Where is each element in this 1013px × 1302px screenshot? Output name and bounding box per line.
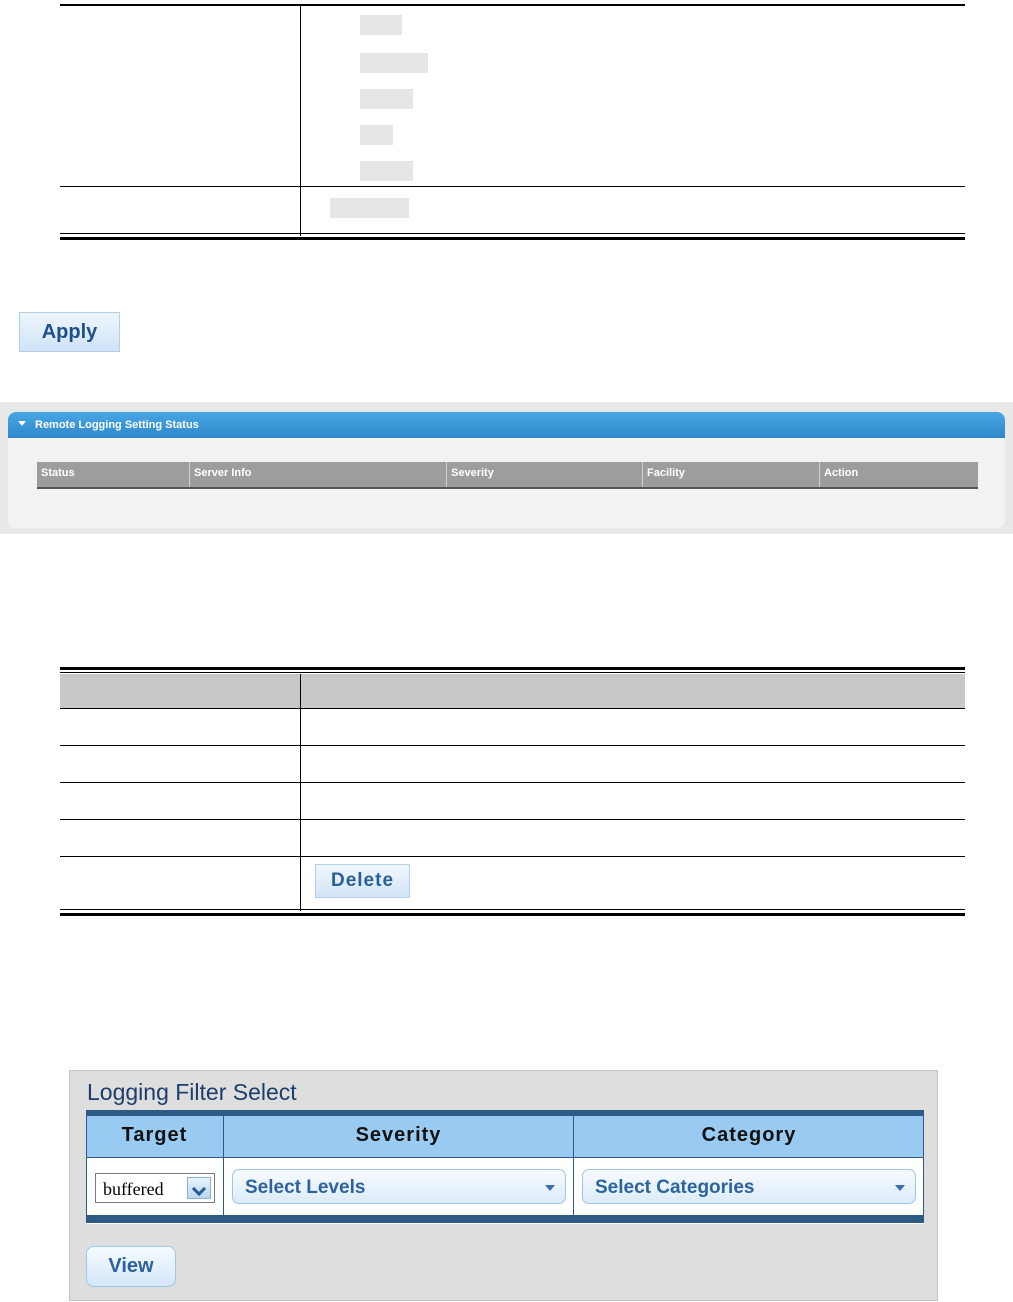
delete-button[interactable] bbox=[315, 864, 410, 898]
column-header-severity: Severity bbox=[355, 1124, 442, 1146]
column-header-category: Category bbox=[701, 1124, 797, 1146]
caret-down-icon bbox=[895, 1185, 905, 1191]
column-header-server-info: Server Info bbox=[190, 462, 447, 487]
logging-filter-panel bbox=[69, 1070, 938, 1301]
category-select[interactable] bbox=[582, 1169, 916, 1204]
table-row-divider bbox=[60, 856, 965, 857]
table-row-divider bbox=[60, 782, 965, 783]
object-description-table bbox=[60, 667, 965, 916]
view-button-label: View bbox=[108, 1255, 154, 1277]
table-rule bbox=[60, 233, 965, 234]
logging-filter-table bbox=[86, 1110, 924, 1224]
remote-logging-status-panel bbox=[0, 402, 1013, 534]
column-header-severity: Severity bbox=[447, 462, 643, 487]
table-divider bbox=[300, 4, 301, 236]
remote-logging-status-table-header bbox=[37, 462, 978, 489]
table-row-divider bbox=[60, 186, 965, 187]
column-header-facility: Facility bbox=[643, 462, 820, 487]
table-rule bbox=[60, 237, 965, 240]
target-select-value: buffered bbox=[103, 1179, 164, 1199]
table-row-divider bbox=[60, 819, 965, 820]
dropdown-button[interactable] bbox=[187, 1177, 211, 1199]
panel-title: Logging Filter Select bbox=[87, 1079, 297, 1105]
table-rule bbox=[60, 672, 965, 673]
severity-select-value: Select Levels bbox=[245, 1177, 366, 1198]
redacted-text bbox=[360, 125, 393, 145]
delete-button-label: Delete bbox=[330, 870, 395, 891]
chevron-down-icon bbox=[192, 1182, 206, 1196]
redacted-text bbox=[360, 15, 402, 35]
target-select[interactable] bbox=[95, 1173, 215, 1203]
column-header-action: Action bbox=[824, 467, 859, 479]
table-rule bbox=[60, 913, 965, 916]
caret-down-icon bbox=[545, 1185, 555, 1191]
table-rule bbox=[60, 667, 965, 670]
panel-title: Remote Logging Setting Status bbox=[35, 419, 199, 431]
view-button[interactable] bbox=[86, 1246, 176, 1287]
redacted-text bbox=[360, 161, 413, 181]
category-select-value: Select Categories bbox=[595, 1177, 755, 1198]
table-row-divider bbox=[60, 745, 965, 746]
redacted-text bbox=[360, 53, 428, 73]
severity-select[interactable] bbox=[232, 1169, 566, 1204]
table-header-row bbox=[60, 674, 965, 708]
table-rule bbox=[60, 909, 965, 910]
panel-titlebar[interactable] bbox=[8, 412, 1005, 438]
remote-logging-status-body bbox=[8, 412, 1005, 528]
column-header-target: Target bbox=[121, 1124, 188, 1146]
redacted-text bbox=[330, 198, 409, 218]
apply-button-label: Apply bbox=[41, 320, 98, 343]
table-row-divider bbox=[60, 708, 965, 709]
table-divider bbox=[300, 674, 301, 911]
parameter-table-top bbox=[60, 4, 965, 240]
table-rule bbox=[60, 4, 965, 6]
table-border bbox=[86, 1215, 924, 1223]
column-header-status: Status bbox=[37, 462, 190, 487]
redacted-text bbox=[360, 89, 413, 109]
collapse-arrow-icon[interactable] bbox=[18, 421, 26, 426]
apply-button[interactable] bbox=[19, 312, 120, 352]
